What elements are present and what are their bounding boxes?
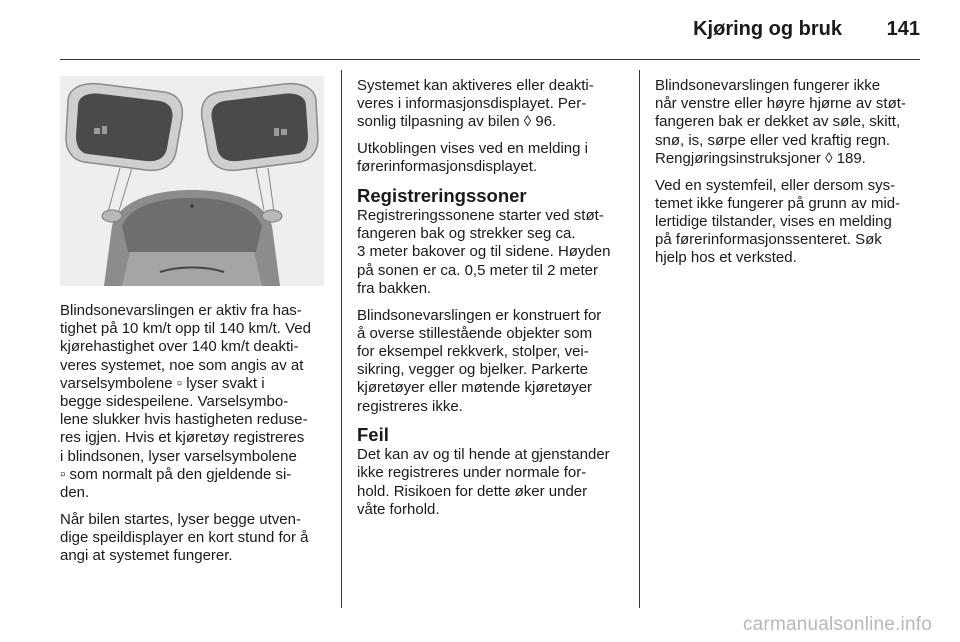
paragraph-deactivation-message: Utkoblingen vises ved en melding i førerinformasjonsdisplayet. — [357, 140, 588, 176]
blind-spot-mirror-illustration — [60, 76, 324, 286]
mirror-car-drawing — [60, 76, 324, 286]
heading-detection-zones: Registreringssoner — [357, 185, 527, 207]
watermark: carmanualsonline.info — [742, 614, 932, 635]
heading-faults: Feil — [357, 424, 389, 446]
text-column-1 — [60, 302, 332, 574]
section-title: Kjøring og bruk — [693, 18, 842, 40]
right-mirror — [202, 84, 318, 171]
paragraph-zone-range: Registreringssonene starter ved støt- fangeren bak og strekker seg ca. 3 meter bakover og til sidene. Høyden på sonen er ca. 0,5 meter til 2 meter fra bakken. — [357, 207, 611, 297]
paragraph-speed-range: Blindsonevarslingen er aktiv fra has- tighet på 10 km/t opp til 140 km/t. Ved kjørehastighet over 140 km/t deakti- veres systemet, noe som angis av at varselsymbolene ▫ lyser svakt i begge sidespeilene. Varselsymbo- lene slukker hvis hastigheten reduse- res igjen. Hvis et kjøretøy registreres i blindsonen, lyser varselsymbolene ▫ som normalt på den gjeldende si- den. — [60, 302, 311, 502]
paragraph-startup-check: Når bilen startes, lyser begge utven- dige speildisplayer en kort stund for å angi at systemet fungerer. — [60, 510, 309, 565]
page-number: 141 — [886, 18, 920, 40]
car-rear — [102, 190, 282, 286]
paragraph-sensor-blocked: Blindsonevarslingen fungerer ikke når venstre eller høyre hjørne av støt- fangeren bak er dekket av søle, skitt, snø, is, sørpe eller ved kraftig regn. Rengjøringsinstruksjoner ◊ 189. — [655, 77, 906, 167]
paragraph-ignored-objects: Blindsonevarslingen er konstruert for å overse stillestående objekter som for eksempel rekkverk, stolper, vei- sikring, vegger og bjelker. Parkerte kjøretøyer eller møtende kjøretøyer registreres ikke. — [357, 306, 602, 415]
paragraph-activation: Systemet kan aktiveres eller deakti- veres i informasjonsdisplayet. Per- sonlig tilpasning av bilen ◊ 96. — [357, 77, 594, 131]
text-column-2 — [357, 77, 627, 528]
paragraph-fault-conditions: Det kan av og til hende at gjenstander ikke registreres under normale for- hold. Risikoen for dette øker under våte forhold. — [357, 446, 610, 518]
paragraph-system-error: Ved en systemfeil, eller dersom sys- temet ikke fungerer på grunn av mid- lertidige tilstander, vises en melding på førerinformasjonssenteret. Søk hjelp hos et verksted. — [655, 176, 901, 267]
page-header — [0, 0, 960, 60]
header-rule — [60, 59, 920, 60]
left-mirror — [66, 84, 182, 171]
text-column-3 — [655, 77, 925, 276]
column-divider-right — [639, 70, 640, 608]
column-divider-left — [341, 70, 342, 608]
